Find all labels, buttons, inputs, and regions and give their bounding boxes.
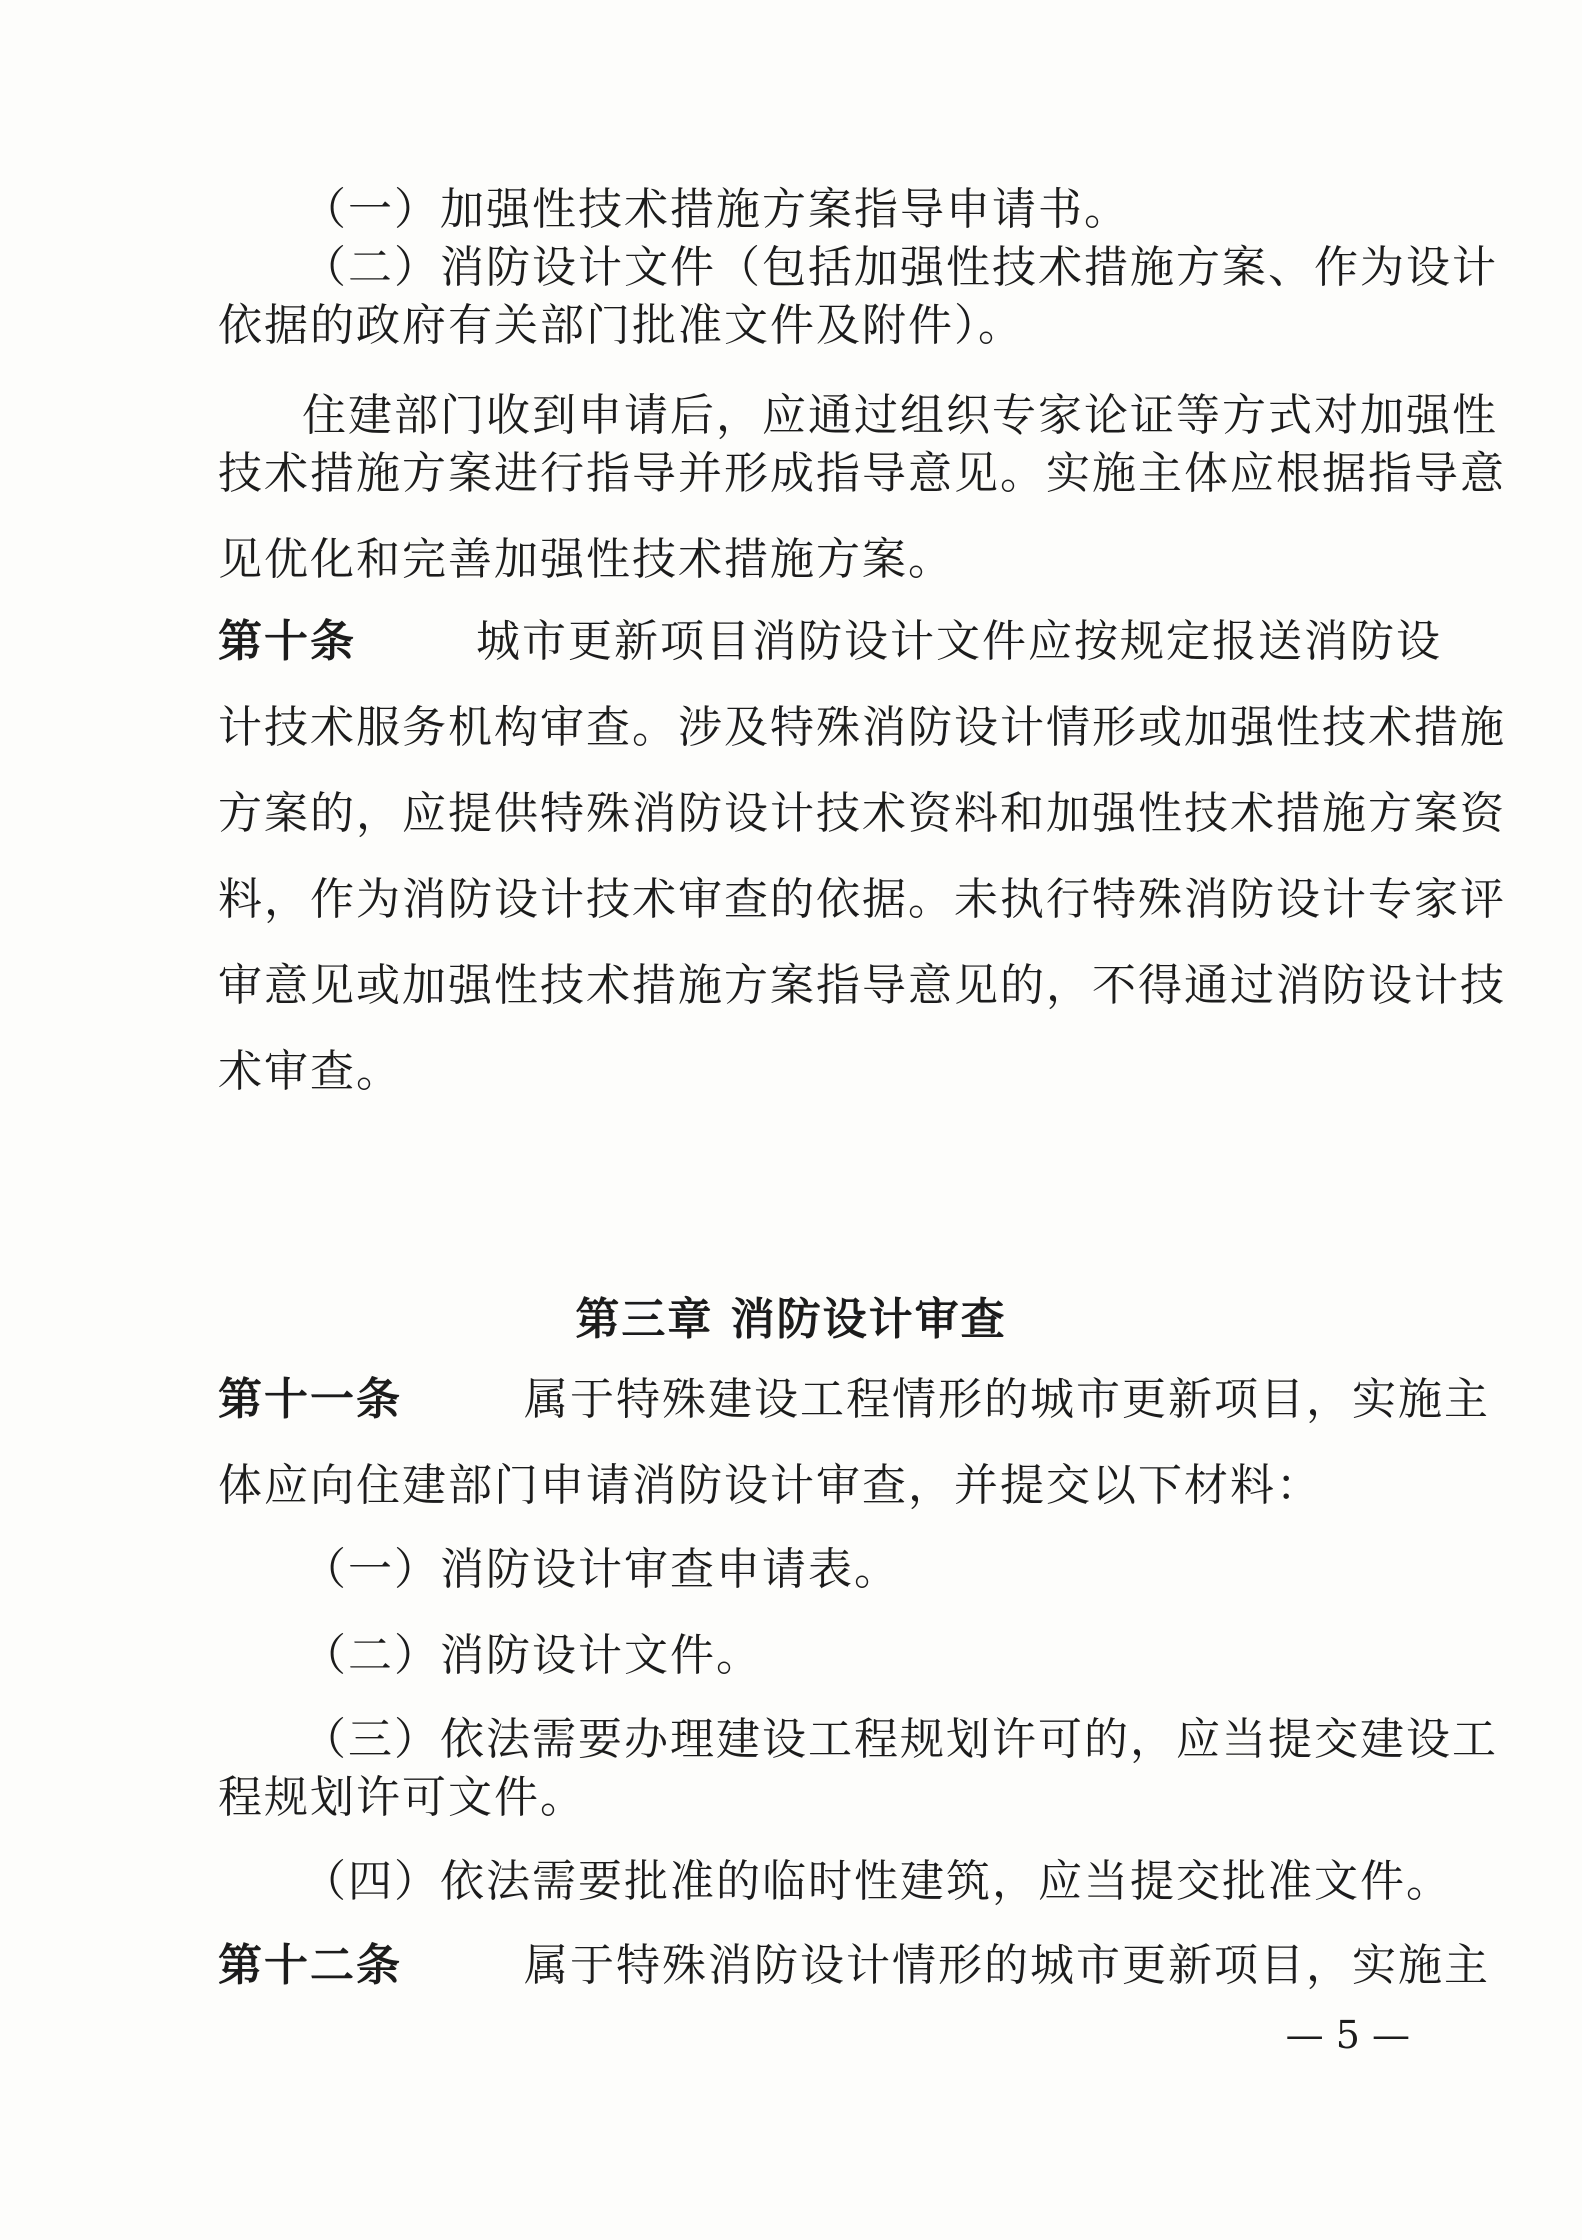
text: 属于特殊消防设计情形的城市更新项目，实施主	[524, 1940, 1490, 1991]
text: 料，作为消防设计技术审查的依据。未执行特殊消防设计专家评	[218, 874, 1506, 925]
text: 见优化和完善加强性技术措施方案。	[218, 534, 954, 585]
text: （二）消防设计文件（包括加强性技术措施方案、作为设计	[302, 242, 1498, 293]
text: 审意见或加强性技术措施方案指导意见的，不得通过消防设计技	[218, 960, 1506, 1011]
text: （三）依法需要办理建设工程规划许可的，应当提交建设工	[302, 1714, 1498, 1765]
text: 住建部门收到申请后，应通过组织专家论证等方式对加强性	[302, 390, 1498, 441]
text: 计技术服务机构审查。涉及特殊消防设计情形或加强性技术措施	[218, 702, 1506, 753]
text: 依据的政府有关部门批准文件及附件）。	[218, 300, 1024, 351]
text: （四）依法需要批准的临时性建筑，应当提交批准文件。	[302, 1856, 1452, 1907]
text: 属于特殊建设工程情形的城市更新项目，实施主	[524, 1374, 1490, 1425]
text: 方案的，应提供特殊消防设计技术资料和加强性技术措施方案资	[218, 788, 1506, 839]
article-label: 第十条	[218, 616, 356, 667]
page-number: — 5 —	[1285, 2013, 1410, 2057]
text: （二）消防设计文件。	[302, 1630, 762, 1681]
text: （一）加强性技术措施方案指导申请书。	[302, 184, 1130, 235]
text: 术审查。	[218, 1046, 402, 1097]
chapter-title: 第三章 消防设计审查	[575, 1294, 1007, 1345]
text: 程规划许可文件。	[218, 1772, 586, 1823]
text: （一）消防设计审查申请表。	[302, 1544, 900, 1595]
text: 技术措施方案进行指导并形成指导意见。实施主体应根据指导意	[218, 448, 1506, 499]
text: 城市更新项目消防设计文件应按规定报送消防设	[476, 616, 1442, 667]
text: 体应向住建部门申请消防设计审查，并提交以下材料：	[218, 1460, 1322, 1511]
article-label: 第十二条	[218, 1940, 402, 1991]
article-label: 第十一条	[218, 1374, 402, 1425]
